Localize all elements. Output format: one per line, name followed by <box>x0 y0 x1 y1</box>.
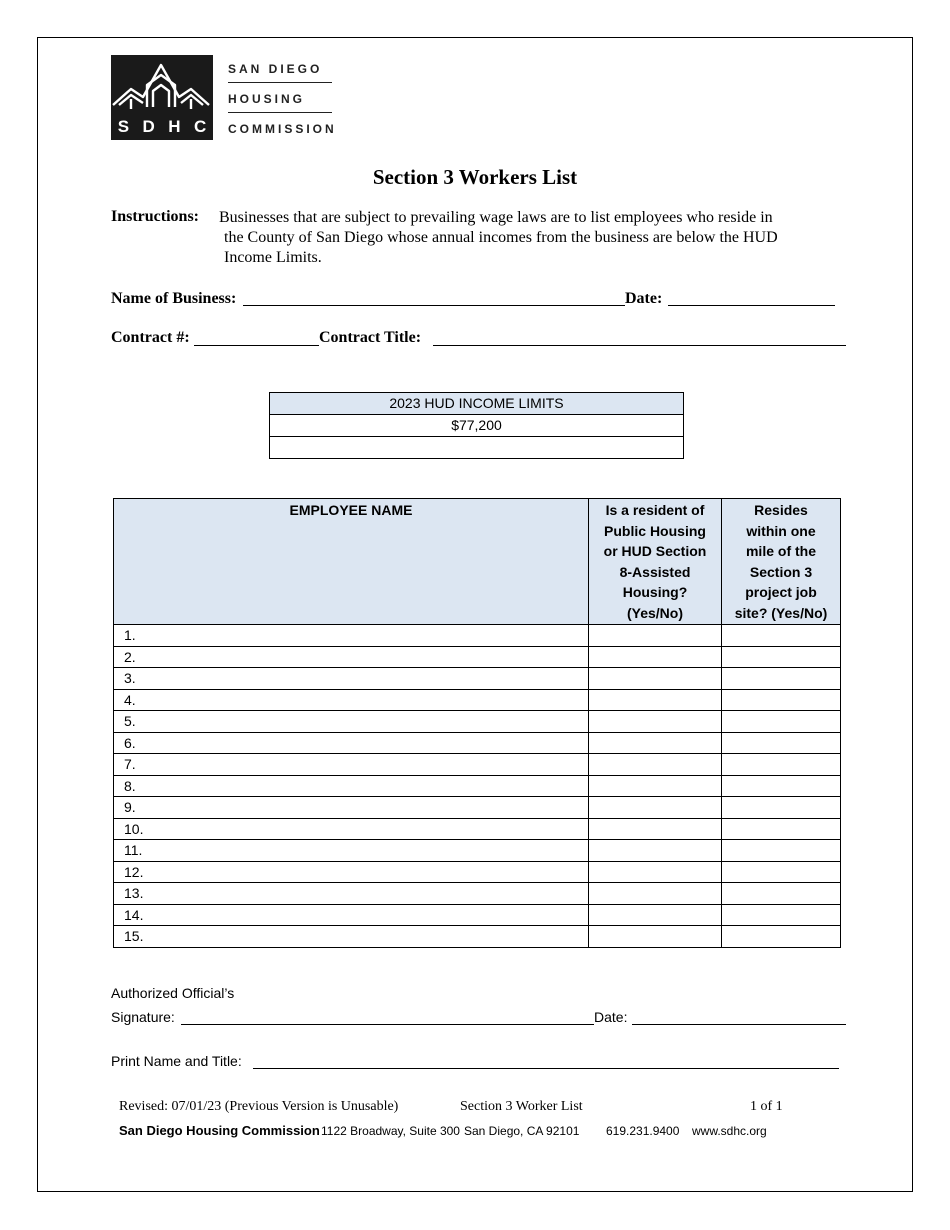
employee-name-cell[interactable]: 13. <box>114 883 589 905</box>
date-label: Date: <box>625 290 663 307</box>
logo-line-2: HOUSING <box>228 92 306 106</box>
public-housing-cell[interactable] <box>589 754 722 776</box>
employee-name-cell[interactable]: 14. <box>114 904 589 926</box>
footer-website[interactable]: www.sdhc.org <box>692 1124 767 1138</box>
public-housing-cell[interactable] <box>589 711 722 733</box>
employee-name-cell[interactable]: 3. <box>114 668 589 690</box>
resides-within-mile-cell[interactable] <box>722 840 841 862</box>
resides-within-mile-cell[interactable] <box>722 711 841 733</box>
table-row <box>114 689 841 711</box>
public-housing-cell[interactable] <box>589 904 722 926</box>
signature-date-field[interactable] <box>632 1024 846 1025</box>
logo-letter: H <box>168 117 181 136</box>
employee-table <box>113 498 841 948</box>
contract-number-field[interactable] <box>194 345 319 346</box>
signature-date-label: Date: <box>594 1009 628 1025</box>
revised-note: Revised: 07/01/23 (Previous Version is Unusable) <box>119 1099 399 1114</box>
header-line: Housing? <box>622 584 688 600</box>
header-line: Resides <box>754 502 808 518</box>
resides-within-mile-cell[interactable] <box>722 883 841 905</box>
table-row <box>114 711 841 733</box>
footer-org: San Diego Housing Commission <box>119 1123 320 1138</box>
table-row <box>114 732 841 754</box>
public-housing-cell[interactable] <box>589 775 722 797</box>
table-row <box>114 625 841 647</box>
footer-form-name: Section 3 Worker List <box>460 1099 583 1114</box>
employee-name-cell[interactable]: 15. <box>114 926 589 948</box>
employee-name-cell[interactable]: 6. <box>114 732 589 754</box>
resides-within-mile-cell[interactable] <box>722 668 841 690</box>
resides-within-mile-cell[interactable] <box>722 754 841 776</box>
contract-number-label: Contract #: <box>111 329 190 346</box>
employee-name-cell[interactable]: 11. <box>114 840 589 862</box>
footer-address: 1122 Broadway, Suite 300 <box>321 1124 460 1138</box>
resides-within-mile-cell[interactable] <box>722 861 841 883</box>
header-line: Is a resident of <box>605 502 705 518</box>
resides-within-mile-cell[interactable] <box>722 818 841 840</box>
resides-within-mile-cell[interactable] <box>722 904 841 926</box>
public-housing-cell[interactable] <box>589 689 722 711</box>
employee-name-cell[interactable]: 7. <box>114 754 589 776</box>
logo-letter: C <box>193 117 207 136</box>
authorized-official-label: Authorized Official’s <box>111 985 235 1001</box>
table-row <box>114 818 841 840</box>
resides-within-mile-header <box>722 499 841 625</box>
employee-name-cell[interactable]: 2. <box>114 646 589 668</box>
table-row <box>114 754 841 776</box>
table-row <box>114 840 841 862</box>
public-housing-cell[interactable] <box>589 840 722 862</box>
public-housing-cell[interactable] <box>589 732 722 754</box>
table-row <box>114 883 841 905</box>
instructions-line: Income Limits. <box>224 249 322 266</box>
public-housing-cell[interactable] <box>589 668 722 690</box>
income-limits-table <box>269 392 684 459</box>
logo-line-1: SAN DIEGO <box>228 62 323 76</box>
table-row <box>114 797 841 819</box>
logo-letter: D <box>142 117 155 136</box>
public-housing-header <box>589 499 722 625</box>
page-title: Section 3 Workers List <box>372 165 578 189</box>
header-line: or HUD Section <box>603 543 707 559</box>
employee-name-cell[interactable]: 9. <box>114 797 589 819</box>
footer-phone: 619.231.9400 <box>606 1124 680 1138</box>
public-housing-cell[interactable] <box>589 926 722 948</box>
header-line: within one <box>746 522 816 539</box>
logo-line-3: COMMISSION <box>228 122 337 136</box>
public-housing-cell[interactable] <box>589 646 722 668</box>
table-row <box>114 861 841 883</box>
resides-within-mile-cell[interactable] <box>722 797 841 819</box>
signature-label: Signature: <box>111 1009 175 1025</box>
resides-within-mile-cell[interactable] <box>722 926 841 948</box>
public-housing-cell[interactable] <box>589 625 722 647</box>
resides-within-mile-cell[interactable] <box>722 775 841 797</box>
logo-letter: S <box>117 117 130 136</box>
page-number: 1 of 1 <box>750 1099 783 1114</box>
employee-name-cell[interactable]: 10. <box>114 818 589 840</box>
instructions-line: Businesses that are subject to prevailing wage laws are to list employees who reside in <box>219 209 773 226</box>
print-name-field[interactable] <box>253 1068 839 1069</box>
header-line: site? (Yes/No) <box>734 604 828 621</box>
resides-within-mile-cell[interactable] <box>722 732 841 754</box>
public-housing-cell[interactable] <box>589 861 722 883</box>
employee-name-header <box>114 499 589 625</box>
employee-name-cell[interactable]: 5. <box>114 711 589 733</box>
logo-rule <box>228 112 332 113</box>
houses-icon <box>111 57 213 117</box>
footer-city: San Diego, CA 92101 <box>464 1124 580 1138</box>
sdhc-logo <box>111 55 213 140</box>
public-housing-cell[interactable] <box>589 797 722 819</box>
header-line: mile of the <box>745 543 816 559</box>
employee-name-cell[interactable]: 12. <box>114 861 589 883</box>
resides-within-mile-cell[interactable] <box>722 689 841 711</box>
instructions-text <box>219 208 829 268</box>
table-row <box>114 775 841 797</box>
date-field[interactable] <box>668 305 835 306</box>
employee-name-header-text: EMPLOYEE NAME <box>289 502 413 518</box>
signature-field[interactable] <box>181 1024 594 1025</box>
header-line: Public Housing <box>604 522 706 539</box>
print-name-label: Print Name and Title: <box>111 1053 242 1069</box>
income-limits-value: $77,200 <box>270 415 683 437</box>
income-limits-header: 2023 HUD INCOME LIMITS <box>270 393 683 415</box>
contract-title-field[interactable] <box>433 345 846 346</box>
employee-name-cell[interactable]: 8. <box>114 775 589 797</box>
public-housing-cell[interactable] <box>589 818 722 840</box>
table-row <box>114 668 841 690</box>
business-name-label: Name of Business: <box>111 290 237 307</box>
income-limits-blank <box>270 437 683 458</box>
employee-name-cell[interactable]: 1. <box>114 625 589 647</box>
table-row <box>114 646 841 668</box>
header-line: (Yes/No) <box>626 604 683 621</box>
resides-within-mile-cell[interactable] <box>722 625 841 647</box>
public-housing-cell[interactable] <box>589 883 722 905</box>
instructions-line: the County of San Diego whose annual incomes from the business are below the HUD <box>224 229 778 246</box>
resides-within-mile-cell[interactable] <box>722 646 841 668</box>
business-name-field[interactable] <box>243 305 625 306</box>
table-row <box>114 926 841 948</box>
header-line: project job <box>745 584 817 600</box>
header-line: 8-Assisted <box>619 563 691 580</box>
header-line: Section 3 <box>749 563 813 580</box>
employee-name-cell[interactable]: 4. <box>114 689 589 711</box>
contract-title-label: Contract Title: <box>319 329 422 346</box>
logo-rule <box>228 82 332 83</box>
instructions-label: Instructions: <box>111 208 200 225</box>
table-row <box>114 904 841 926</box>
